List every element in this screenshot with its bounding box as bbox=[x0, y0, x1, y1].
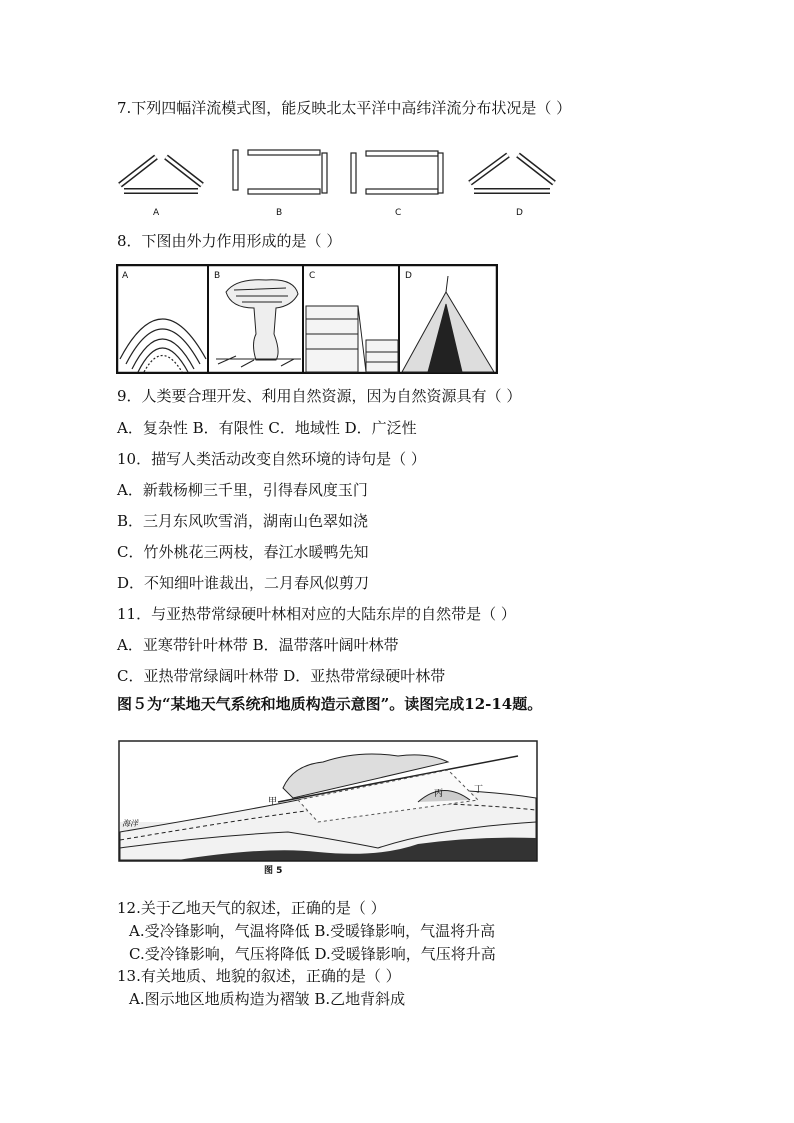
landform-a-label: A bbox=[122, 271, 129, 281]
diagram-b-arrows bbox=[233, 150, 327, 194]
figure-5-intro: 图５为“某地天气系统和地质构造示意图”。读图完成12-14题。 bbox=[117, 695, 543, 713]
diagram-a-arrows bbox=[120, 157, 202, 191]
diagram-b-label: B bbox=[276, 208, 283, 218]
landform-b-label: B bbox=[214, 271, 221, 281]
question-9-text: 9．人类要合理开发、利用自然资源，因为自然资源具有（ ） bbox=[117, 387, 522, 405]
question-13-options-ab: A.图示地区地质构造为褶皱 B.乙地背斜成 bbox=[129, 990, 406, 1008]
question-10-option-b: B．三月东风吹雪消，湖南山色翠如浇 bbox=[117, 512, 369, 530]
question-12-text: 12.关于乙地天气的叙述，正确的是（ ） bbox=[117, 899, 386, 917]
question-7-text: 7.下列四幅洋流模式图，能反映北太平洋中高纬洋流分布状况是（ ） bbox=[117, 99, 572, 117]
landform-c-label: C bbox=[309, 271, 316, 281]
diagram-c-label: C bbox=[395, 208, 402, 218]
question-11-text: 11．与亚热带常绿硬叶林相对应的大陆东岸的自然带是（ ） bbox=[117, 605, 516, 623]
question-13-text: 13.有关地质、地貌的叙述，正确的是（ ） bbox=[117, 967, 401, 985]
question-8-text: 8．下图由外力作用形成的是（ ） bbox=[117, 232, 342, 250]
fig5-label-ding: 丁 bbox=[474, 785, 484, 795]
figure-5-weather-geology bbox=[118, 740, 538, 862]
question-10-option-d: D．不知细叶谁裁出，二月春风似剪刀 bbox=[117, 574, 370, 592]
figure-5-caption: 图 5 bbox=[264, 866, 283, 876]
ocean-current-diagrams bbox=[108, 145, 558, 220]
question-10-option-c: C．竹外桃花三两枝，春江水暖鸭先知 bbox=[117, 543, 369, 561]
fig5-label-bing: 丙 bbox=[434, 789, 444, 799]
question-11-options-cd: C．亚热带常绿阔叶林带 D．亚热带常绿硬叶林带 bbox=[117, 667, 446, 685]
question-10-text: 10．描写人类活动改变自然环境的诗句是（ ） bbox=[117, 450, 426, 468]
diagram-d-label: D bbox=[516, 208, 523, 218]
diagram-a-label: A bbox=[153, 208, 160, 218]
diagram-d-arrows bbox=[470, 155, 554, 191]
question-10-option-a: A．新载杨柳三千里，引得春风度玉门 bbox=[117, 481, 368, 499]
diagram-c-arrows bbox=[351, 151, 443, 194]
fig5-label-ocean: 海洋 bbox=[122, 819, 138, 828]
question-12-options-cd: C.受冷锋影响，气压将降低 D.受暖锋影响，气压将升高 bbox=[129, 945, 496, 963]
landform-diagrams bbox=[116, 264, 498, 374]
fig5-label-jia: 甲 bbox=[268, 797, 278, 807]
landform-d-label: D bbox=[405, 271, 412, 281]
question-12-options-ab: A.受冷锋影响，气温将降低 B.受暖锋影响，气温将升高 bbox=[129, 922, 496, 940]
question-9-options: A．复杂性 B．有限性 C．地域性 D．广泛性 bbox=[117, 419, 417, 437]
question-11-options-ab: A．亚寒带针叶林带 B．温带落叶阔叶林带 bbox=[117, 636, 399, 654]
